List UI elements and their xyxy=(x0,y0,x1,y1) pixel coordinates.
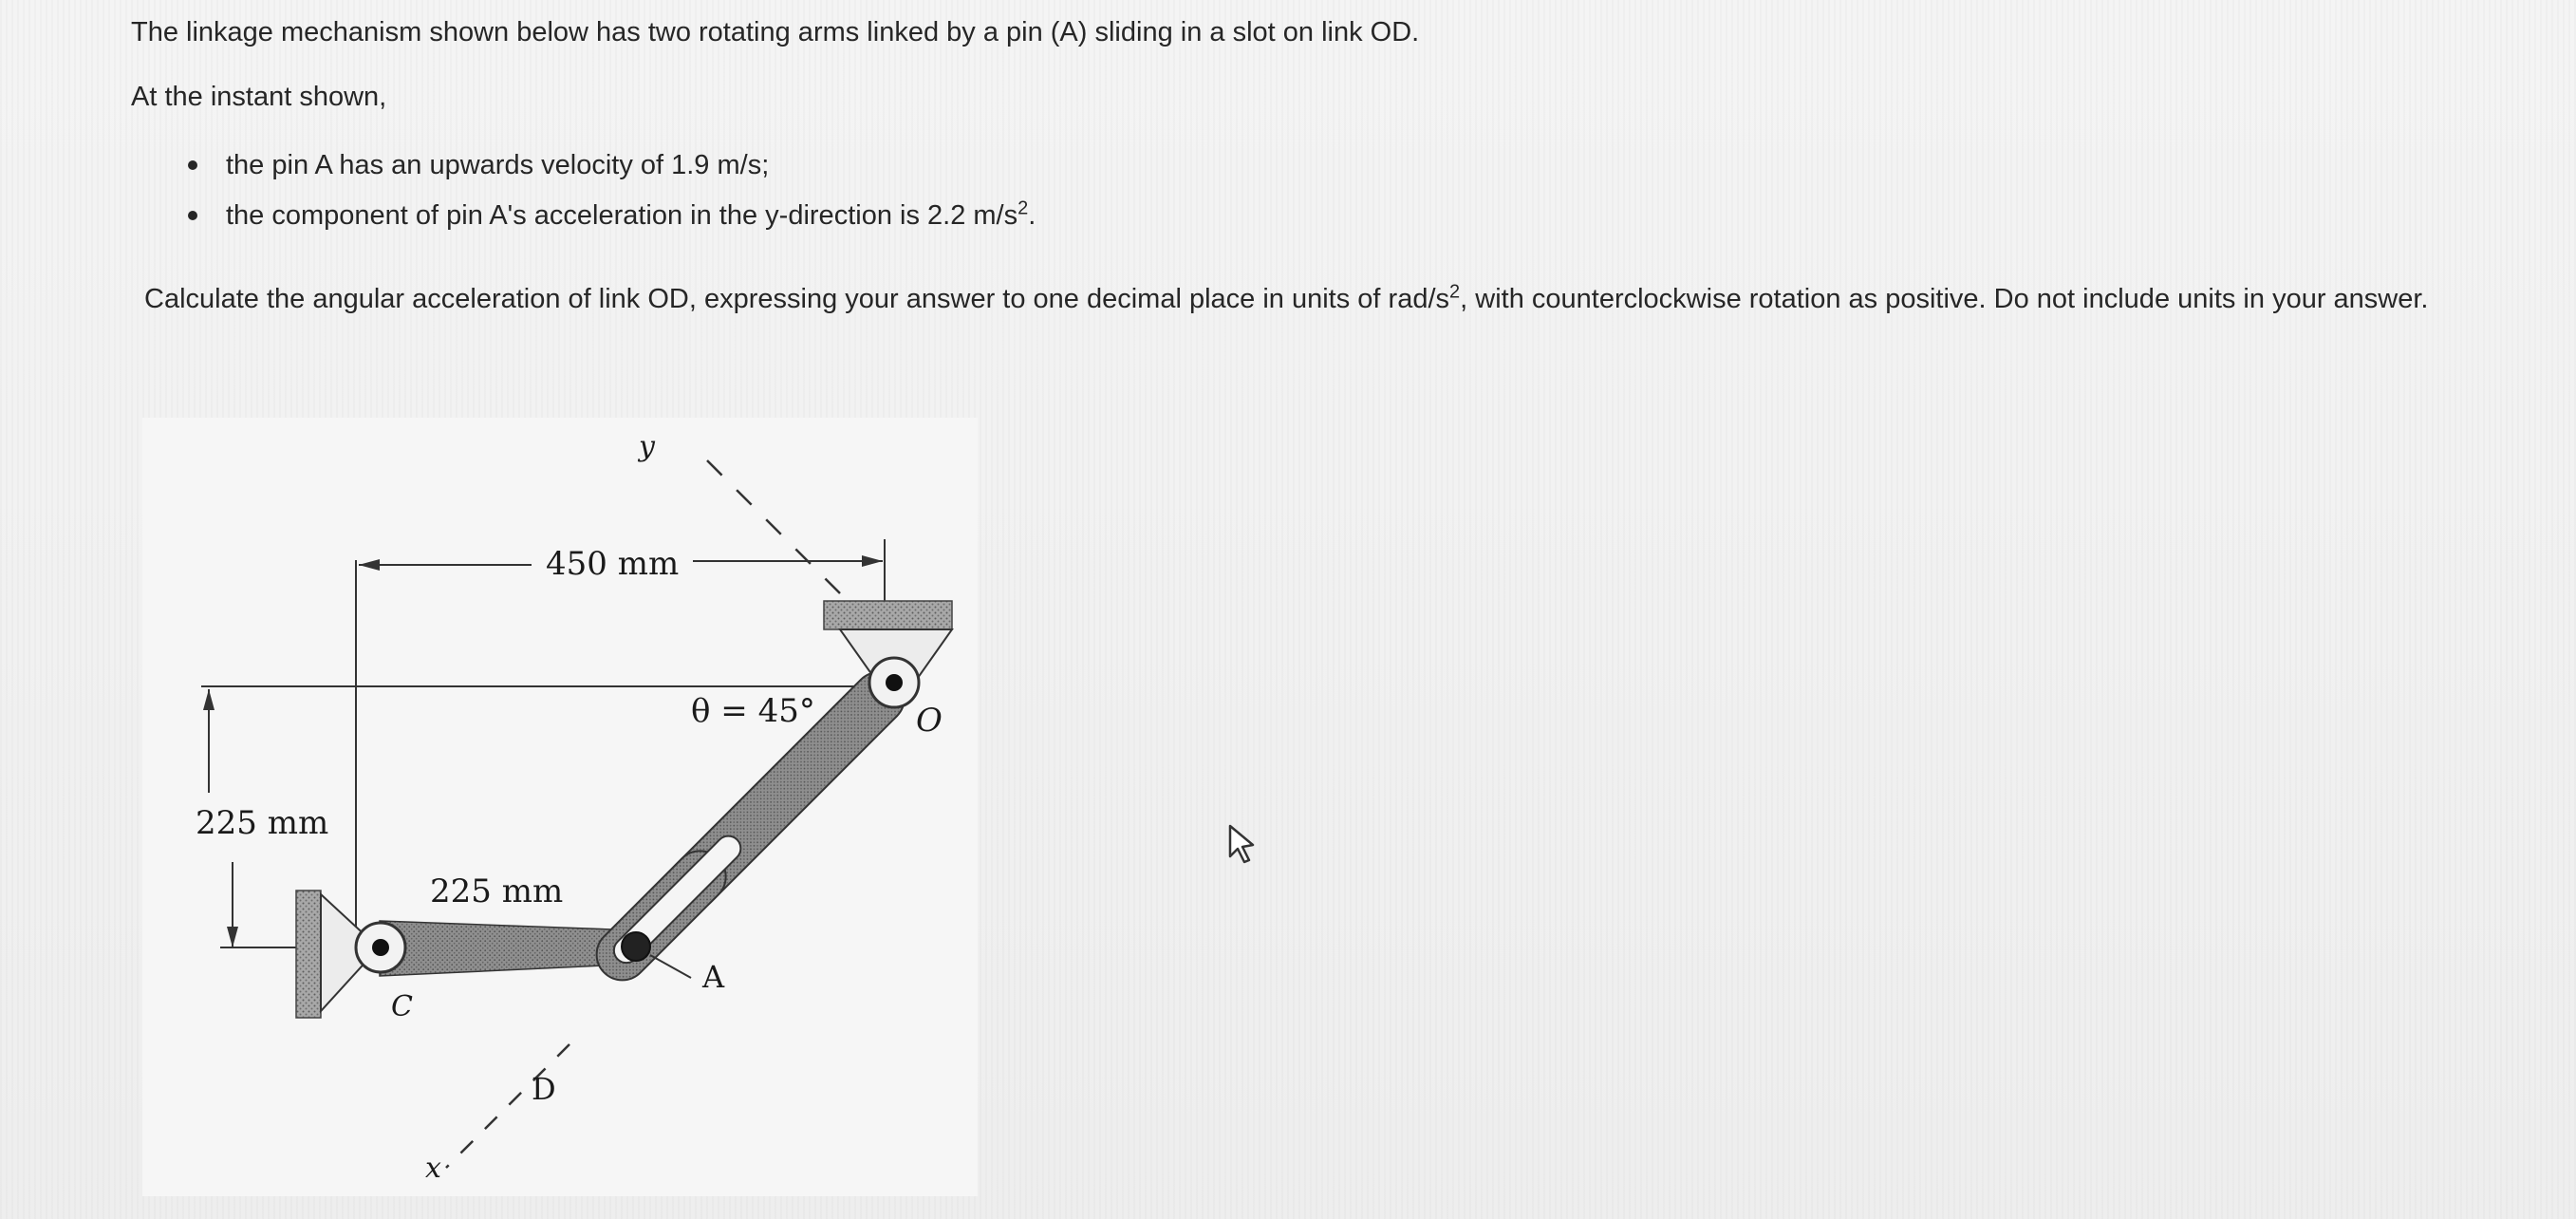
y-axis-label: y xyxy=(639,430,655,463)
point-c-label: C xyxy=(391,990,413,1023)
pivot-pin-icon xyxy=(372,939,389,956)
point-a-label: A xyxy=(702,959,725,995)
point-o-label: O xyxy=(916,702,943,740)
task-text: Calculate the angular acceleration of link OD, expressing your answer to one decimal place in units of rad/s xyxy=(144,284,1450,314)
bullet-icon xyxy=(188,211,197,220)
given-conditions-list xyxy=(188,148,1036,249)
task-text-end: , with counterclockwise rotation as positive. Do not include units in your answer. xyxy=(1460,284,2429,314)
question-instant: At the instant shown, xyxy=(131,82,387,112)
point-d-label: D xyxy=(532,1071,556,1107)
pivot-pin-icon xyxy=(886,674,903,691)
question-task xyxy=(144,282,2428,316)
superscript: 2 xyxy=(1449,281,1461,303)
ground-support-o xyxy=(824,601,952,629)
x-axis-label: x xyxy=(425,1152,441,1185)
linkage-diagram-svg xyxy=(142,418,978,1196)
list-item xyxy=(188,198,1036,233)
dim-450-label: 450 mm xyxy=(546,545,680,583)
ground-support-c xyxy=(296,891,321,1018)
pin-a xyxy=(622,932,650,961)
superscript: 2 xyxy=(1017,197,1029,219)
dim-225-vertical-label: 225 mm xyxy=(196,804,329,842)
list-item xyxy=(188,148,1036,182)
question-intro: The linkage mechanism shown below has two rotating arms linked by a pin (A) sliding in a slot on link OD. xyxy=(131,17,1420,47)
mouse-pointer-icon xyxy=(1224,822,1262,869)
linkage-diagram xyxy=(142,418,978,1196)
bullet-icon xyxy=(188,160,197,170)
angle-label: θ = 45° xyxy=(691,692,815,730)
condition-velocity: the pin A has an upwards velocity of 1.9 m/s; xyxy=(226,150,770,180)
dim-225-link-label: 225 mm xyxy=(430,872,564,910)
condition-acceleration: the component of pin A's acceleration in the y-direction is 2.2 m/s xyxy=(226,200,1018,231)
condition-tail: . xyxy=(1028,200,1036,231)
